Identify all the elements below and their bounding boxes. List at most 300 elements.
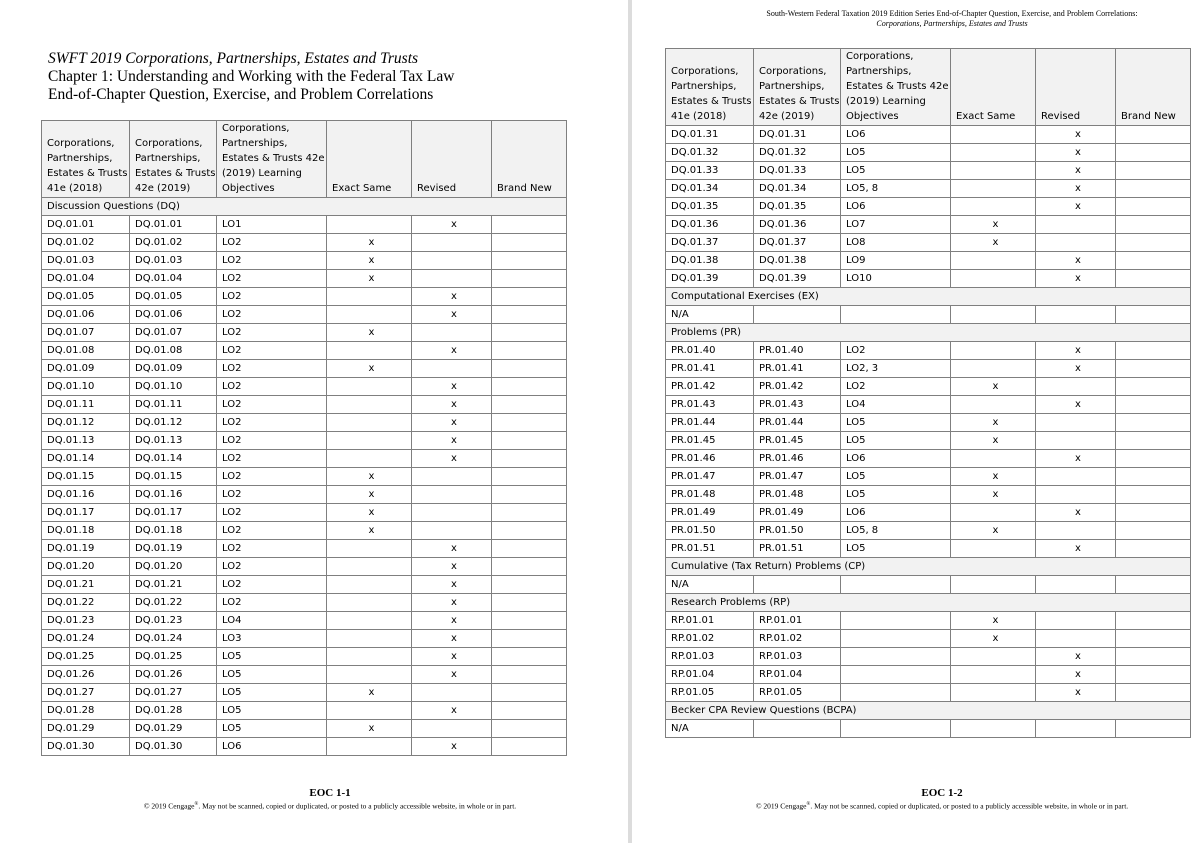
cell-brand-new [1116, 576, 1191, 594]
cell-brand-new [492, 432, 567, 450]
cell-learning-objective: LO2, 3 [841, 360, 951, 378]
cell-42e: RP.01.02 [754, 630, 841, 648]
cell-revised: x [1036, 540, 1116, 558]
cell-exact-same [951, 198, 1036, 216]
cell-42e: RP.01.01 [754, 612, 841, 630]
cell-exact-same [951, 720, 1036, 738]
running-header [632, 9, 1198, 29]
cell-brand-new [1116, 270, 1191, 288]
cell-learning-objective: LO5 [841, 162, 951, 180]
cell-revised: x [412, 630, 492, 648]
cell-exact-same [951, 180, 1036, 198]
cell-41e: DQ.01.12 [42, 414, 130, 432]
cell-revised: x [1036, 450, 1116, 468]
cell-exact-same [951, 306, 1036, 324]
cell-learning-objective [841, 684, 951, 702]
section-header-row [666, 324, 1191, 342]
cell-exact-same [951, 540, 1036, 558]
section-title: Problems (PR) [666, 324, 1191, 342]
cell-41e: RP.01.02 [666, 630, 754, 648]
cell-42e: DQ.01.26 [130, 666, 217, 684]
table-row [666, 504, 1191, 522]
section-title: Discussion Questions (DQ) [42, 198, 567, 216]
cell-41e: DQ.01.02 [42, 234, 130, 252]
cell-exact-same [327, 612, 412, 630]
cell-revised: x [1036, 126, 1116, 144]
cell-learning-objective: LO2 [217, 504, 327, 522]
table-row [42, 342, 567, 360]
cell-brand-new [492, 378, 567, 396]
running-header-line2: Corporations, Partnerships, Estates and Trusts [876, 19, 1028, 28]
table-row [42, 684, 567, 702]
cell-42e: DQ.01.01 [130, 216, 217, 234]
cell-learning-objective: LO2 [217, 594, 327, 612]
cell-41e: DQ.01.23 [42, 612, 130, 630]
cell-brand-new [492, 486, 567, 504]
running-header-line1: South-Western Federal Taxation 2019 Edition Series End-of-Chapter Question, Exercise, and Problem Correlations: [766, 9, 1138, 18]
table-row [666, 252, 1191, 270]
cell-42e: DQ.01.13 [130, 432, 217, 450]
cell-41e: DQ.01.08 [42, 342, 130, 360]
cell-revised: x [412, 666, 492, 684]
cell-42e: DQ.01.15 [130, 468, 217, 486]
cell-learning-objective: LO5 [217, 684, 327, 702]
cell-exact-same: x [951, 378, 1036, 396]
cell-brand-new [492, 576, 567, 594]
cell-exact-same [327, 540, 412, 558]
table-row [42, 666, 567, 684]
header-41e: Corporations, Partnerships, Estates & Trusts 41e (2018) [666, 49, 754, 126]
cell-revised: x [1036, 360, 1116, 378]
cell-exact-same [327, 666, 412, 684]
cell-brand-new [492, 702, 567, 720]
cell-learning-objective [841, 648, 951, 666]
cell-revised [1036, 486, 1116, 504]
cell-learning-objective: LO2 [217, 468, 327, 486]
cell-41e: DQ.01.05 [42, 288, 130, 306]
cell-exact-same [327, 288, 412, 306]
cell-41e: DQ.01.33 [666, 162, 754, 180]
cell-learning-objective: LO5 [841, 414, 951, 432]
cell-brand-new [1116, 450, 1191, 468]
cell-42e: DQ.01.09 [130, 360, 217, 378]
cell-learning-objective: LO6 [841, 126, 951, 144]
cell-42e [754, 306, 841, 324]
cell-exact-same [327, 738, 412, 756]
cell-42e: RP.01.04 [754, 666, 841, 684]
cell-learning-objective: LO6 [841, 450, 951, 468]
cell-revised [1036, 522, 1116, 540]
cell-exact-same: x [951, 432, 1036, 450]
cell-42e: PR.01.49 [754, 504, 841, 522]
cell-learning-objective: LO6 [841, 504, 951, 522]
cell-41e: DQ.01.04 [42, 270, 130, 288]
table-row [42, 540, 567, 558]
table-row [666, 342, 1191, 360]
cell-revised: x [412, 288, 492, 306]
cell-brand-new [1116, 252, 1191, 270]
cell-exact-same [327, 306, 412, 324]
cell-learning-objective: LO2 [217, 378, 327, 396]
cell-41e: DQ.01.13 [42, 432, 130, 450]
cell-42e: DQ.01.05 [130, 288, 217, 306]
cell-42e: DQ.01.27 [130, 684, 217, 702]
cell-brand-new [1116, 414, 1191, 432]
cell-42e: DQ.01.08 [130, 342, 217, 360]
cell-42e: PR.01.46 [754, 450, 841, 468]
cell-brand-new [492, 630, 567, 648]
cell-revised: x [1036, 162, 1116, 180]
document-subtitle: End-of-Chapter Question, Exercise, and Problem Correlations [48, 86, 434, 103]
cell-revised [412, 360, 492, 378]
cell-learning-objective: LO2 [217, 360, 327, 378]
cell-exact-same [951, 396, 1036, 414]
cell-revised: x [1036, 396, 1116, 414]
table-row [666, 216, 1191, 234]
cell-41e: DQ.01.18 [42, 522, 130, 540]
copyright-notice: © 2019 Cengage®. May not be scanned, copied or duplicated, or posted to a publicly accessible website, in whole or in part. [143, 801, 517, 811]
cell-brand-new [492, 684, 567, 702]
cell-exact-same: x [327, 234, 412, 252]
cell-brand-new [1116, 306, 1191, 324]
cell-exact-same [951, 144, 1036, 162]
cell-42e: DQ.01.23 [130, 612, 217, 630]
cell-brand-new [1116, 396, 1191, 414]
cell-exact-same: x [327, 522, 412, 540]
cell-learning-objective: LO4 [841, 396, 951, 414]
cell-41e: PR.01.44 [666, 414, 754, 432]
table-header-row [42, 121, 567, 198]
cell-brand-new [1116, 342, 1191, 360]
header-exact-same: Exact Same [327, 121, 412, 198]
cell-revised [1036, 432, 1116, 450]
cell-learning-objective: LO2 [841, 342, 951, 360]
cell-42e: DQ.01.34 [754, 180, 841, 198]
table-row [42, 594, 567, 612]
cell-exact-same: x [951, 630, 1036, 648]
cell-revised: x [1036, 252, 1116, 270]
cell-42e: DQ.01.11 [130, 396, 217, 414]
cell-revised: x [1036, 144, 1116, 162]
cell-learning-objective: LO6 [841, 198, 951, 216]
cell-exact-same [951, 126, 1036, 144]
cell-42e: DQ.01.31 [754, 126, 841, 144]
table-row [42, 306, 567, 324]
correlation-table-left [41, 120, 567, 756]
cell-exact-same: x [327, 468, 412, 486]
cell-41e: DQ.01.28 [42, 702, 130, 720]
header-learning-objectives: Corporations, Partnerships, Estates & Trusts 42e (2019) Learning Objectives [217, 121, 327, 198]
table-row [42, 414, 567, 432]
cell-learning-objective: LO5 [841, 540, 951, 558]
cell-exact-same [327, 630, 412, 648]
cell-42e: DQ.01.25 [130, 648, 217, 666]
table-row [666, 576, 1191, 594]
cell-learning-objective: LO2 [217, 576, 327, 594]
cell-learning-objective: LO2 [841, 378, 951, 396]
cell-learning-objective: LO5 [217, 666, 327, 684]
cell-learning-objective: LO2 [217, 540, 327, 558]
cell-learning-objective [841, 666, 951, 684]
cell-exact-same [951, 270, 1036, 288]
cell-41e: DQ.01.10 [42, 378, 130, 396]
cell-41e: DQ.01.14 [42, 450, 130, 468]
cell-brand-new [1116, 378, 1191, 396]
cell-brand-new [1116, 360, 1191, 378]
document-page-right [632, 0, 1198, 843]
cell-brand-new [1116, 612, 1191, 630]
correlation-table-right [665, 48, 1191, 738]
table-row [42, 612, 567, 630]
table-row [42, 324, 567, 342]
cell-42e: DQ.01.36 [754, 216, 841, 234]
cell-42e: DQ.01.35 [754, 198, 841, 216]
cell-brand-new [492, 558, 567, 576]
table-row [666, 522, 1191, 540]
cell-41e: PR.01.46 [666, 450, 754, 468]
header-exact-same: Exact Same [951, 49, 1036, 126]
table-row [666, 144, 1191, 162]
cell-exact-same [327, 396, 412, 414]
cell-learning-objective: LO2 [217, 288, 327, 306]
cell-exact-same [327, 342, 412, 360]
header-brand-new: Brand New [492, 121, 567, 198]
cell-42e: DQ.01.16 [130, 486, 217, 504]
cell-brand-new [1116, 666, 1191, 684]
page-number: EOC 1-2 [921, 787, 963, 799]
cell-brand-new [1116, 162, 1191, 180]
cell-41e: PR.01.40 [666, 342, 754, 360]
table-row [42, 450, 567, 468]
cell-42e: DQ.01.21 [130, 576, 217, 594]
header-41e: Corporations, Partnerships, Estates & Trusts 41e (2018) [42, 121, 130, 198]
cell-brand-new [492, 450, 567, 468]
cell-41e: DQ.01.34 [666, 180, 754, 198]
cell-learning-objective: LO3 [217, 630, 327, 648]
cell-41e: RP.01.03 [666, 648, 754, 666]
cell-brand-new [492, 522, 567, 540]
cell-learning-objective: LO9 [841, 252, 951, 270]
cell-brand-new [1116, 234, 1191, 252]
cell-41e: DQ.01.37 [666, 234, 754, 252]
cell-41e: RP.01.04 [666, 666, 754, 684]
section-title: Computational Exercises (EX) [666, 288, 1191, 306]
cell-exact-same: x [327, 252, 412, 270]
page-footer [0, 786, 628, 812]
cell-exact-same [327, 450, 412, 468]
table-header-row [666, 49, 1191, 126]
cell-41e: DQ.01.17 [42, 504, 130, 522]
cell-revised: x [412, 576, 492, 594]
table-row [42, 288, 567, 306]
chapter-title: Chapter 1: Understanding and Working with the Federal Tax Law [48, 68, 455, 85]
cell-exact-same: x [327, 270, 412, 288]
cell-exact-same [951, 684, 1036, 702]
cell-42e: DQ.01.24 [130, 630, 217, 648]
table-row [666, 486, 1191, 504]
section-title: Research Problems (RP) [666, 594, 1191, 612]
table-row [666, 234, 1191, 252]
cell-exact-same: x [951, 414, 1036, 432]
table-row [42, 576, 567, 594]
cell-42e [754, 576, 841, 594]
cell-exact-same [951, 576, 1036, 594]
cell-42e: PR.01.40 [754, 342, 841, 360]
cell-learning-objective: LO2 [217, 432, 327, 450]
cell-exact-same [951, 666, 1036, 684]
cell-learning-objective: LO5 [217, 648, 327, 666]
cell-revised [412, 522, 492, 540]
cell-exact-same: x [951, 612, 1036, 630]
cell-41e: DQ.01.32 [666, 144, 754, 162]
cell-revised: x [412, 414, 492, 432]
table-row [666, 162, 1191, 180]
cell-revised: x [412, 450, 492, 468]
cell-revised: x [1036, 270, 1116, 288]
cell-brand-new [492, 648, 567, 666]
table-row [42, 702, 567, 720]
cell-41e: PR.01.45 [666, 432, 754, 450]
cell-41e: DQ.01.03 [42, 252, 130, 270]
cell-brand-new [1116, 720, 1191, 738]
cell-revised [1036, 414, 1116, 432]
book-title: SWFT 2019 Corporations, Partnerships, Estates and Trusts [48, 50, 419, 67]
table-row [42, 486, 567, 504]
cell-revised [1036, 576, 1116, 594]
cell-42e: PR.01.45 [754, 432, 841, 450]
cell-41e: DQ.01.38 [666, 252, 754, 270]
cell-exact-same: x [951, 486, 1036, 504]
cell-41e: N/A [666, 576, 754, 594]
cell-revised [412, 684, 492, 702]
cell-42e: DQ.01.10 [130, 378, 217, 396]
cell-41e: DQ.01.19 [42, 540, 130, 558]
cell-brand-new [1116, 216, 1191, 234]
header-revised: Revised [412, 121, 492, 198]
cell-revised [1036, 306, 1116, 324]
cell-42e: DQ.01.14 [130, 450, 217, 468]
cell-learning-objective: LO5, 8 [841, 522, 951, 540]
header-revised: Revised [1036, 49, 1116, 126]
cell-exact-same: x [327, 720, 412, 738]
cell-brand-new [492, 342, 567, 360]
cell-42e: DQ.01.30 [130, 738, 217, 756]
table-row [42, 216, 567, 234]
cell-brand-new [492, 270, 567, 288]
cell-41e: RP.01.01 [666, 612, 754, 630]
cell-revised [1036, 216, 1116, 234]
cell-revised [412, 234, 492, 252]
cell-learning-objective: LO2 [217, 324, 327, 342]
cell-41e: RP.01.05 [666, 684, 754, 702]
cell-exact-same: x [951, 522, 1036, 540]
cell-revised: x [412, 648, 492, 666]
cell-41e: PR.01.51 [666, 540, 754, 558]
cell-41e: DQ.01.01 [42, 216, 130, 234]
table-row [42, 432, 567, 450]
table-row [42, 558, 567, 576]
header-learning-objectives: Corporations, Partnerships, Estates & Trusts 42e (2019) Learning Objectives [841, 49, 951, 126]
cell-revised: x [412, 558, 492, 576]
table-row [42, 738, 567, 756]
cell-exact-same: x [951, 234, 1036, 252]
cell-42e: DQ.01.37 [754, 234, 841, 252]
cell-41e: DQ.01.16 [42, 486, 130, 504]
cell-42e: DQ.01.07 [130, 324, 217, 342]
cell-revised [1036, 378, 1116, 396]
section-title: Cumulative (Tax Return) Problems (CP) [666, 558, 1191, 576]
table-row [666, 540, 1191, 558]
cell-learning-objective: LO2 [217, 522, 327, 540]
cell-41e: PR.01.42 [666, 378, 754, 396]
cell-41e: DQ.01.31 [666, 126, 754, 144]
cell-learning-objective: LO4 [217, 612, 327, 630]
cell-41e: DQ.01.25 [42, 648, 130, 666]
cell-brand-new [492, 396, 567, 414]
table-row [666, 414, 1191, 432]
cell-brand-new [492, 666, 567, 684]
section-header-row [42, 198, 567, 216]
cell-exact-same: x [327, 504, 412, 522]
cell-revised: x [412, 306, 492, 324]
table-row [42, 396, 567, 414]
table-row [42, 252, 567, 270]
cell-exact-same [951, 360, 1036, 378]
cell-42e: DQ.01.12 [130, 414, 217, 432]
cell-revised: x [1036, 666, 1116, 684]
cell-41e: DQ.01.21 [42, 576, 130, 594]
table-row [42, 378, 567, 396]
page-number: EOC 1-1 [309, 787, 351, 799]
cell-learning-objective [841, 612, 951, 630]
cell-brand-new [492, 306, 567, 324]
table-row [42, 270, 567, 288]
cell-revised [412, 252, 492, 270]
cell-learning-objective: LO2 [217, 450, 327, 468]
cell-learning-objective: LO2 [217, 342, 327, 360]
cell-42e: DQ.01.19 [130, 540, 217, 558]
cell-learning-objective: LO2 [217, 270, 327, 288]
table-row [666, 648, 1191, 666]
cell-exact-same [951, 648, 1036, 666]
cell-revised: x [412, 342, 492, 360]
cell-41e: DQ.01.11 [42, 396, 130, 414]
cell-brand-new [1116, 522, 1191, 540]
cell-exact-same [951, 252, 1036, 270]
table-row [42, 648, 567, 666]
cell-exact-same: x [327, 360, 412, 378]
cell-42e: PR.01.50 [754, 522, 841, 540]
cell-41e: PR.01.43 [666, 396, 754, 414]
table-row [42, 630, 567, 648]
cell-42e: DQ.01.20 [130, 558, 217, 576]
cell-exact-same: x [327, 684, 412, 702]
cell-brand-new [492, 288, 567, 306]
cell-brand-new [492, 324, 567, 342]
cell-41e: PR.01.48 [666, 486, 754, 504]
cell-revised [412, 270, 492, 288]
cell-learning-objective: LO5, 8 [841, 180, 951, 198]
cell-exact-same: x [327, 486, 412, 504]
cell-exact-same: x [327, 324, 412, 342]
cell-exact-same [327, 702, 412, 720]
cell-brand-new [1116, 432, 1191, 450]
cell-revised: x [1036, 342, 1116, 360]
cell-learning-objective: LO2 [217, 234, 327, 252]
cell-brand-new [492, 504, 567, 522]
cell-exact-same [327, 378, 412, 396]
header-42e: Corporations, Partnerships, Estates & Trusts 42e (2019) [754, 49, 841, 126]
